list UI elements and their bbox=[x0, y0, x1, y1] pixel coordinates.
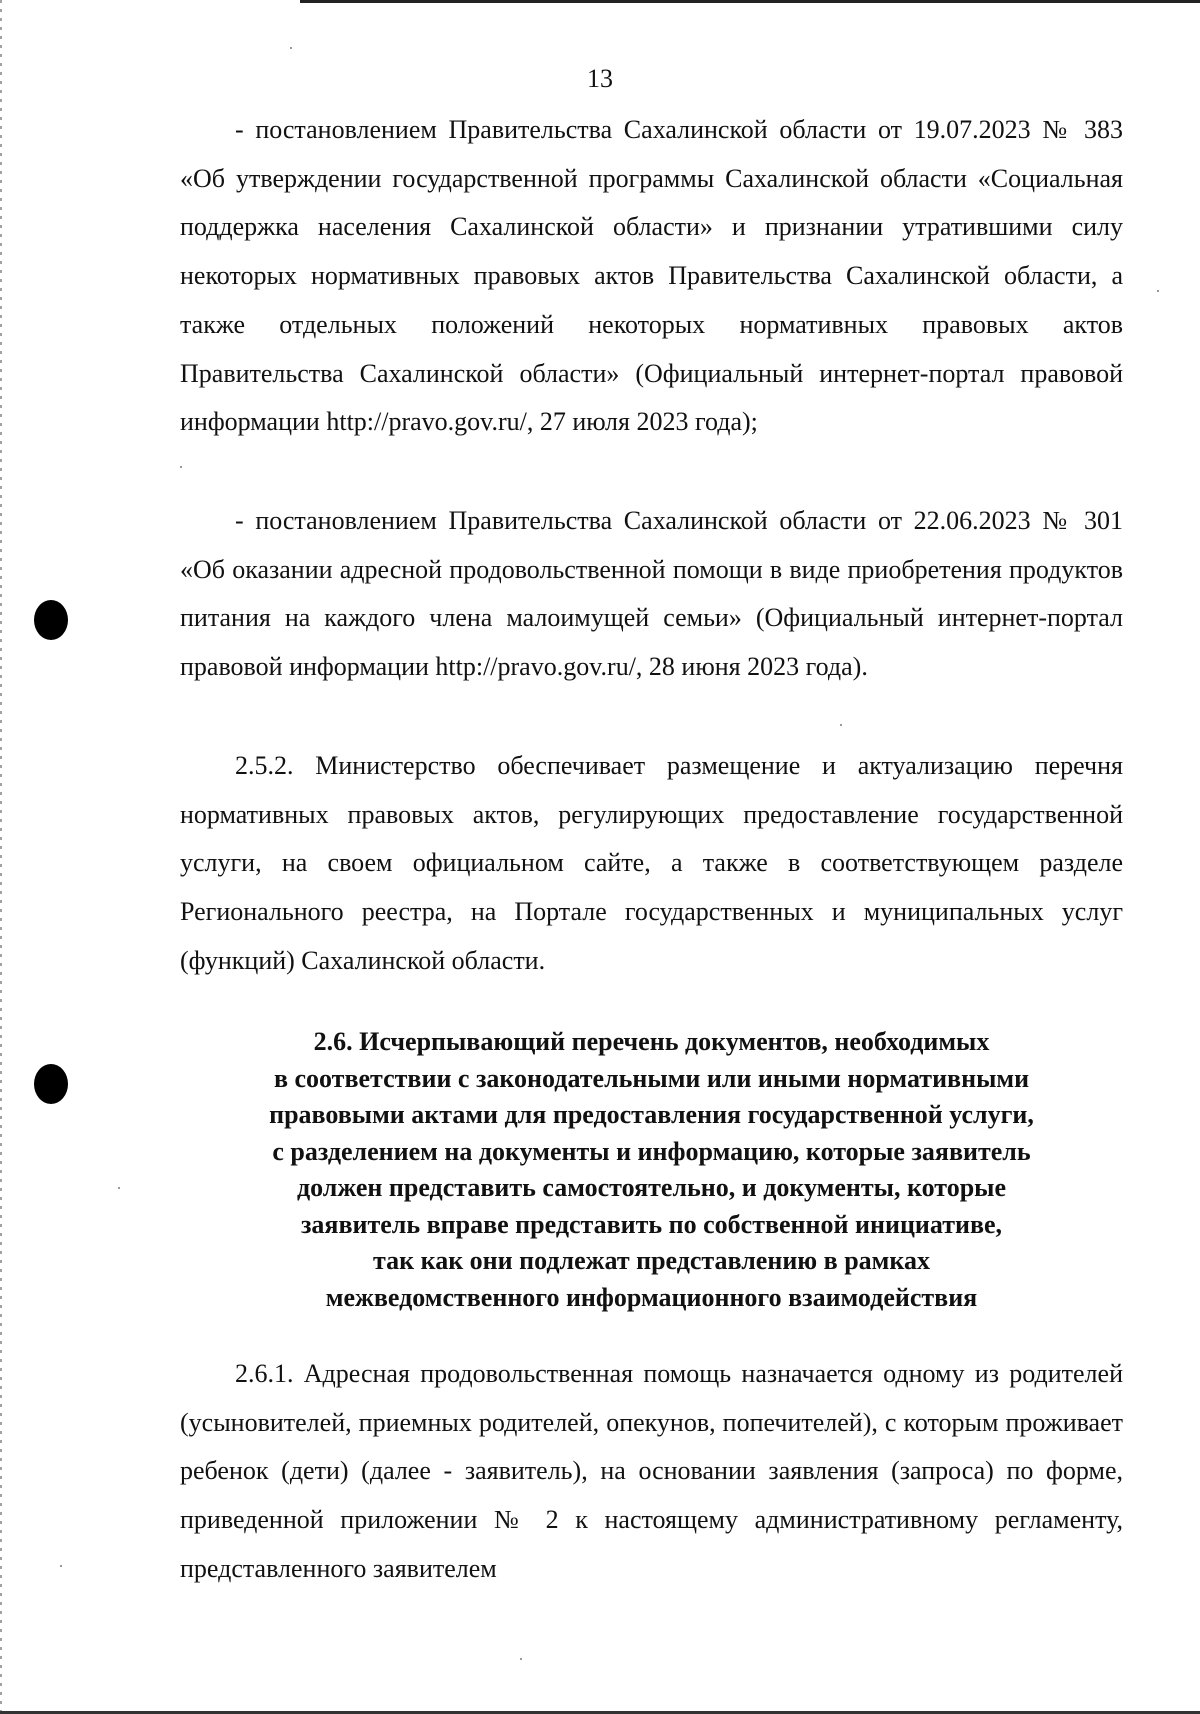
paragraph-resolution-383: - постановлением Правительства Сахалинской области от 19.07.2023 № 383 «Об утверждении государственной программы Сахалинской области «Социальная поддержка населения Сахалинской области» и признании утратившими силу некоторых нормативных правовых актов Правительства Сахалинской области, а также отдельных положений некоторых нормативных правовых актов Правительства Сахалинской области» (Официальный интернет-портал правовой информации http://pravo.gov.ru/, 27 июля 2023 года); bbox=[180, 115, 1123, 437]
paragraph-2-6-1: 2.6.1. Адресная продовольственная помощь назначается одному из родителей (усыновителей, приемных родителей, опекунов, попечителей), с которым проживает ребенок (дети) (далее - заявитель), на основании заявления (запроса) по форме, приведенной приложении № 2 к настоящему административному регламенту, представленного заявителем bbox=[180, 1359, 1123, 1583]
heading-line: 2.6. Исчерпывающий перечень документов, необходимых bbox=[313, 1027, 990, 1056]
scan-speck bbox=[180, 466, 182, 468]
scan-speck bbox=[118, 1187, 120, 1189]
left-scan-edge bbox=[0, 0, 2, 1714]
top-scan-rule bbox=[300, 0, 1200, 3]
heading-line: правовыми актами для предоставления государственной услуги, bbox=[269, 1100, 1034, 1129]
heading-line: с разделением на документы и информацию, которые заявитель bbox=[272, 1136, 1031, 1166]
punch-hole-upper bbox=[34, 600, 68, 640]
page-number: 13 bbox=[587, 64, 613, 93]
section-heading-2-6 bbox=[180, 1024, 1123, 1316]
scan-speck bbox=[60, 1565, 62, 1567]
scan-speck bbox=[290, 47, 292, 49]
heading-line: так как они подлежат представлению в рамках bbox=[373, 1246, 930, 1275]
heading-line: должен представить самостоятельно, и документы, которые bbox=[296, 1173, 1006, 1202]
heading-line: в соответствии с законодательными или иными нормативными bbox=[273, 1063, 1030, 1093]
heading-line: заявитель вправе представить по собственной инициативе, bbox=[300, 1209, 1003, 1239]
scan-speck bbox=[840, 724, 842, 726]
scan-speck bbox=[1157, 290, 1159, 292]
paragraph-resolution-301: - постановлением Правительства Сахалинской области от 22.06.2023 № 301 «Об оказании адресной продовольственной помощи в виде приобретения продуктов питания на каждого члена малоимущей семьи» (Официальный интернет-портал правовой информации http://pravo.gov.ru/, 28 июня 2023 года). bbox=[180, 506, 1123, 682]
paragraph-2-5-2: 2.5.2. Министерство обеспечивает размещение и актуализацию перечня нормативных правовых актов, регулирующих предоставление государственной услуги, на своем официальном сайте, а также в соответствующем разделе Регионального реестра, на Портале государственных и муниципальных услуг (функций) Сахалинской области. bbox=[180, 751, 1123, 975]
punch-hole-lower bbox=[34, 1064, 68, 1104]
heading-line: межведомственного информационного взаимодействия bbox=[325, 1282, 978, 1312]
scan-speck bbox=[520, 1658, 522, 1660]
